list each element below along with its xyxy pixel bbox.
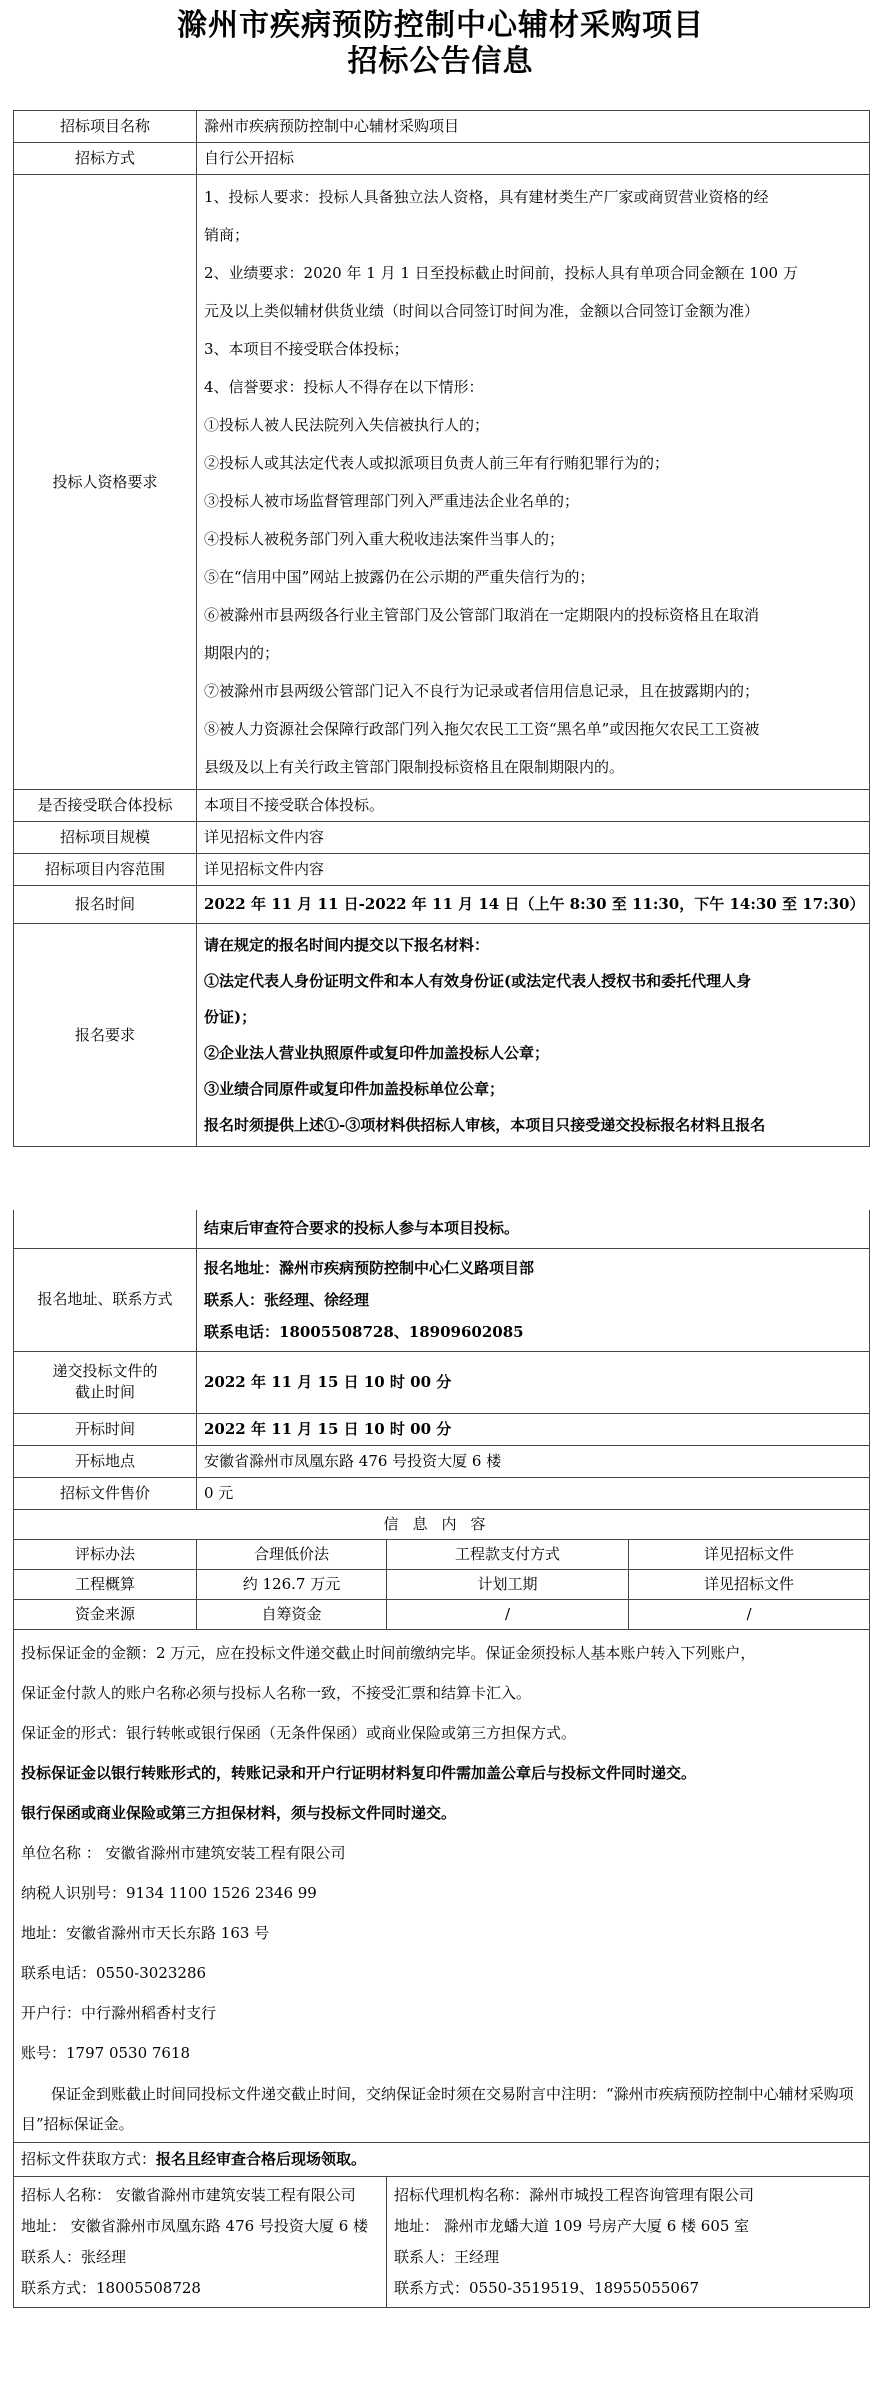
price-value: 0 元 [197,1477,870,1509]
qual-line: 销商； [204,226,250,244]
price-label: 招标文件售价 [14,1477,197,1509]
scope-value: 详见招标文件内容 [197,854,870,886]
address-contact-value [197,1248,870,1351]
reg-req-line: ③业绩合同原件或复印件加盖投标单位公章； [204,1080,505,1098]
info-header: 信息内容 [14,1509,870,1539]
bond-note: 保证金到账截止时间同投标文件递交截止时间，交纳保证金时须在交易附言中注明：“滁州市疾病预防控制中心辅材采购项目”招标保证金。 [21,2084,854,2133]
info-cell: / [629,1599,870,1629]
tenderer-phone: 联系方式：18005508728 [21,2278,201,2297]
deadline-label-line1: 递交投标文件的 [52,1362,158,1380]
deadline-label-line2: 截止时间 [74,1383,135,1401]
agent-phone: 联系方式：0550-3519519、18955055067 [394,2278,700,2297]
qual-line: ②投标人或其法定代表人或拟派项目负责人前三年有行贿犯罪行为的； [204,454,670,472]
address-line: 报名地址：滁州市疾病预防控制中心仁义路项目部 [204,1258,535,1277]
method-label: 招标方式 [14,143,197,175]
agent-contact: 联系人：王经理 [394,2247,500,2266]
file-acquisition-value: 报名且经审查合格后现场领取。 [156,2149,367,2168]
qual-line: 4、信誉要求：投标人不得存在以下情形： [204,378,484,396]
announcement-table-part1 [13,110,870,1147]
contact-phone-line: 联系电话：18005508728、18909602085 [204,1322,524,1341]
consortium-label: 是否接受联合体投标 [14,790,197,822]
scale-label: 招标项目规模 [14,822,197,854]
bond-line: 保证金付款人的账户名称必须与投标人名称一致，不接受汇票和结算卡汇入。 [21,1683,532,1702]
reg-req-line: 份证)； [204,1008,257,1026]
qual-line: 期限内的； [204,644,280,662]
tenderer-contact: 联系人：张经理 [21,2247,127,2266]
qual-line: ③投标人被市场监督管理部门列入严重违法企业名单的； [204,492,580,510]
bond-line: 开户行：中行滁州稻香村支行 [21,2003,217,2022]
bond-line: 保证金的形式：银行转帐或银行保函（无条件保函）或商业保险或第三方担保方式。 [21,1723,577,1742]
opening-time-label: 开标时间 [14,1413,197,1445]
agent-address: 地址： 滁州市龙蟠大道 109 号房产大厦 6 楼 605 室 [394,2216,750,2235]
qualification-label: 投标人资格要求 [14,175,197,790]
agent-info [387,2176,870,2307]
reg-req-line: ①法定代表人身份证明文件和本人有效身份证(或法定代表人授权书和委托代理人身 [204,972,752,990]
info-cell: 合理低价法 [197,1539,387,1569]
deadline-label [14,1351,197,1413]
opening-place-label: 开标地点 [14,1445,197,1477]
info-cell: 工程款支付方式 [387,1539,629,1569]
page-subtitle: 招标公告信息 [347,44,534,79]
info-cell: 自筹资金 [197,1599,387,1629]
registration-time-value: 2022 年 11 月 11 日-2022 年 11 月 14 日（上午 8:30 至 11:30，下午 14:30 至 17:30） [197,886,870,924]
qual-line: ④投标人被税务部门列入重大税收违法案件当事人的； [204,530,565,548]
scale-value: 详见招标文件内容 [197,822,870,854]
tenderer-info [14,2176,387,2307]
bond-line: 账号：1797 0530 7618 [21,2043,191,2062]
info-cell: 详见招标文件 [629,1539,870,1569]
method-value: 自行公开招标 [197,143,870,175]
registration-time-label: 报名时间 [14,886,197,924]
page-title: 滁州市疾病预防控制中心辅材采购项目 [177,8,704,43]
tenderer-name: 招标人名称： 安徽省滁州市建筑安装工程有限公司 [21,2185,356,2204]
registration-continued: 结束后审查符合要求的投标人参与本项目投标。 [197,1210,870,1248]
scope-label: 招标项目内容范围 [14,854,197,886]
qual-line: ⑦被滁州市县两级公管部门记入不良行为记录或者信用信息记录，且在披露期内的； [204,682,760,700]
bond-line: 地址：安徽省滁州市天长东路 163 号 [21,1923,270,1942]
consortium-value: 本项目不接受联合体投标。 [197,790,870,822]
qual-line: ⑥被滁州市县两级各行业主管部门及公管部门取消在一定期限内的投标资格且在取消 [204,606,760,624]
reg-req-line: ②企业法人营业执照原件或复印件加盖投标人公章； [204,1044,550,1062]
qual-line: 3、本项目不接受联合体投标； [204,340,409,358]
file-acquisition-label: 招标文件获取方式： [21,2149,157,2168]
info-cell: 详见招标文件 [629,1569,870,1599]
qual-line: ⑤在“信用中国”网站上披露仍在公示期的严重失信行为的； [204,568,595,586]
agent-name: 招标代理机构名称：滁州市城投工程咨询管理有限公司 [394,2185,755,2204]
registration-requirements [197,924,870,1147]
info-cell: 工程概算 [14,1569,197,1599]
project-name-value: 滁州市疾病预防控制中心辅材采购项目 [197,111,870,143]
deadline-value: 2022 年 11 月 15 日 10 时 00 分 [197,1351,870,1413]
bond-line: 联系电话：0550-3023286 [21,1963,207,1982]
info-cell: 评标办法 [14,1539,197,1569]
address-contact-label: 报名地址、联系方式 [14,1248,197,1351]
project-name-label: 招标项目名称 [14,111,197,143]
bond-line: 纳税人识别号：9134 1100 1526 2346 99 [21,1883,317,1902]
qual-line: 元及以上类似辅材供货业绩（时间以合同签订时间为准，金额以合同签订金额为准） [204,302,760,320]
info-cell: 计划工期 [387,1569,629,1599]
qual-line: 2、业绩要求：2020 年 1 月 1 日至投标截止时间前，投标人具有单项合同金额在 100 万 [204,264,798,282]
qual-line: 1、投标人要求：投标人具备独立法人资格，具有建材类生产厂家或商贸营业资格的经 [204,188,769,206]
bond-section [14,1629,870,2142]
qual-line: ⑧被人力资源社会保障行政部门列入拖欠农民工工资“黑名单”或因拖欠农民工工资被 [204,720,760,738]
contact-person-line: 联系人：张经理、徐经理 [204,1290,370,1309]
registration-requirements-label: 报名要求 [14,924,197,1147]
qual-line: 县级及以上有关行政主管部门限制投标资格且在限制期限内的。 [204,758,625,776]
bond-line: 银行保函或商业保险或第三方担保材料，须与投标文件同时递交。 [21,1803,457,1822]
tenderer-address: 地址： 安徽省滁州市凤凰东路 476 号投资大厦 6 楼 [21,2216,369,2235]
announcement-table-part2 [13,1210,870,2308]
info-cell: / [387,1599,629,1629]
opening-time-value: 2022 年 11 月 15 日 10 时 00 分 [197,1413,870,1445]
info-cell: 资金来源 [14,1599,197,1629]
reg-req-line: 报名时须提供上述①-③项材料供招标人审核，本项目只接受递交投标报名材料且报名 [204,1116,766,1134]
bond-line: 单位名称 ： 安徽省滁州市建筑安装工程有限公司 [21,1843,346,1862]
qualification-requirements [197,175,870,790]
bond-line: 投标保证金以银行转账形式的，转账记录和开户行证明材料复印件需加盖公章后与投标文件同时递交。 [21,1763,697,1782]
file-acquisition [14,2142,870,2176]
qual-line: ①投标人被人民法院列入失信被执行人的； [204,416,490,434]
info-cell: 约 126.7 万元 [197,1569,387,1599]
reg-req-line: 请在规定的报名时间内提交以下报名材料： [204,936,490,954]
bond-line: 投标保证金的金额：2 万元，应在投标文件递交截止时间前缴纳完毕。保证金须投标人基本账户转入下列账户， [21,1643,756,1662]
opening-place-value: 安徽省滁州市凤凰东路 476 号投资大厦 6 楼 [197,1445,870,1477]
